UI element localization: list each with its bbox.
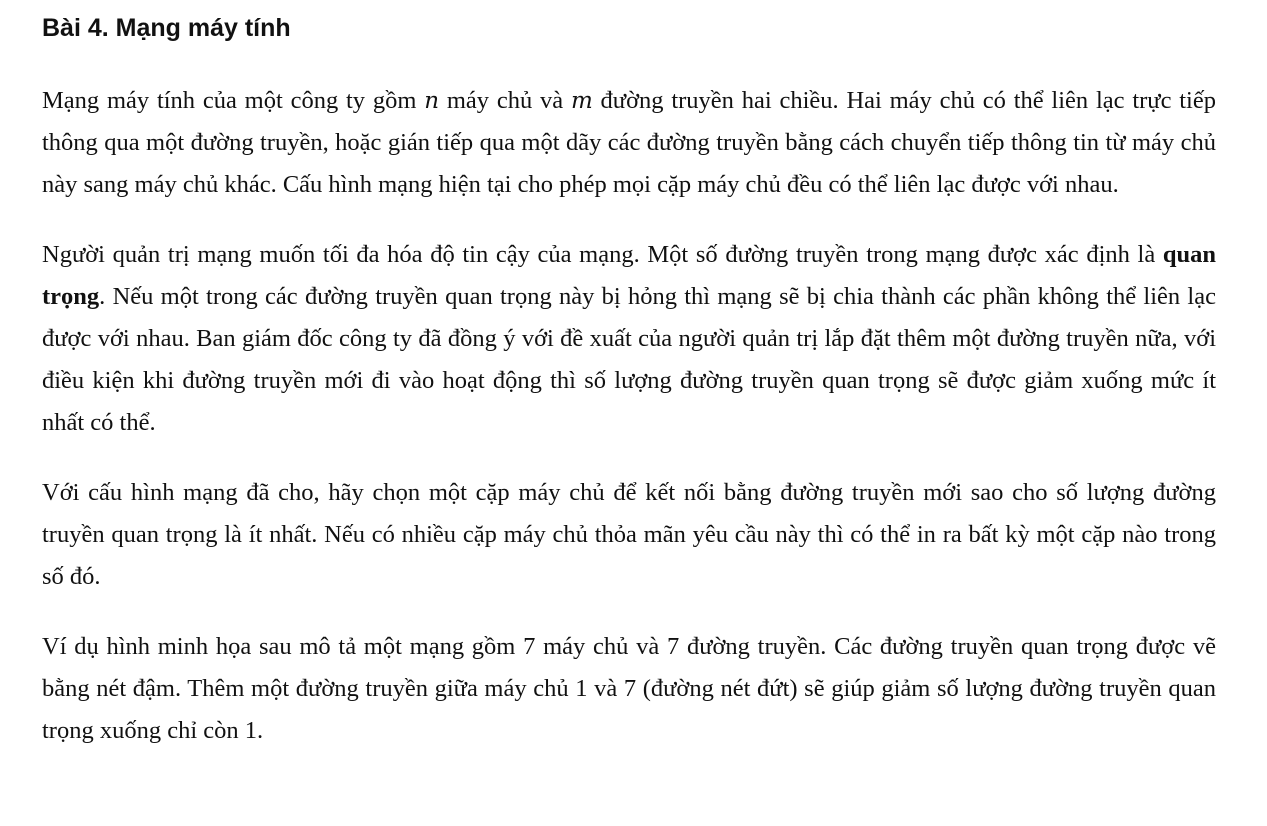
p2-text-1: Người quản trị mạng muốn tối đa hóa độ tin cậy của mạng. Một số đường truyền trong mạng được xác định là	[42, 241, 1163, 268]
paragraph-critical-links	[42, 234, 1216, 444]
p2-text-2: . Nếu một trong các đường truyền quan trọng này bị hỏng thì mạng sẽ bị chia thành các phần không thể liên lạc được với nhau. Ban giám đốc công ty đã đồng ý với đề xuất của người quản trị lắp đặt thêm một đường truyền nữa, với điều kiện khi đường truyền mới đi vào hoạt động thì số lượng đường truyền quan trọng sẽ được giảm xuống mức ít nhất có thể.	[42, 283, 1216, 436]
paragraph-task: Với cấu hình mạng đã cho, hãy chọn một cặp máy chủ để kết nối bằng đường truyền mới sao cho số lượng đường truyền quan trọng là ít nhất. Nếu có nhiều cặp máy chủ thỏa mãn yêu cầu này thì có thể in ra bất kỳ một cặp nào trong số đó.	[42, 479, 1216, 590]
p1-text-1: Mạng máy tính của một công ty gồm	[42, 87, 425, 114]
p1-text-3: đường truyền hai chiều. Hai máy chủ có thể liên lạc trực tiếp thông qua một đường truyền, hoặc gián tiếp qua một dãy các đường truyền bằng cách chuyển tiếp thông tin từ máy chủ này sang máy chủ khác. Cấu hình mạng hiện tại cho phép mọi cặp máy chủ đều có thể liên lạc được với nhau.	[42, 87, 1216, 198]
variable-n: n	[424, 88, 440, 114]
paragraph-network-description	[42, 80, 1216, 206]
problem-title: Bài 4. Mạng máy tính	[42, 14, 291, 42]
problem-document	[42, 0, 1216, 752]
variable-m: m	[570, 88, 593, 114]
paragraph-example: Ví dụ hình minh họa sau mô tả một mạng gồm 7 máy chủ và 7 đường truyền. Các đường truyền quan trọng được vẽ bằng nét đậm. Thêm một đường truyền giữa máy chủ 1 và 7 (đường nét đứt) sẽ giúp giảm số lượng đường truyền quan trọng xuống chỉ còn 1.	[42, 633, 1216, 744]
p1-text-2: máy chủ và	[439, 87, 571, 114]
bold-term-quan-trong: quan trọng	[42, 241, 1216, 310]
